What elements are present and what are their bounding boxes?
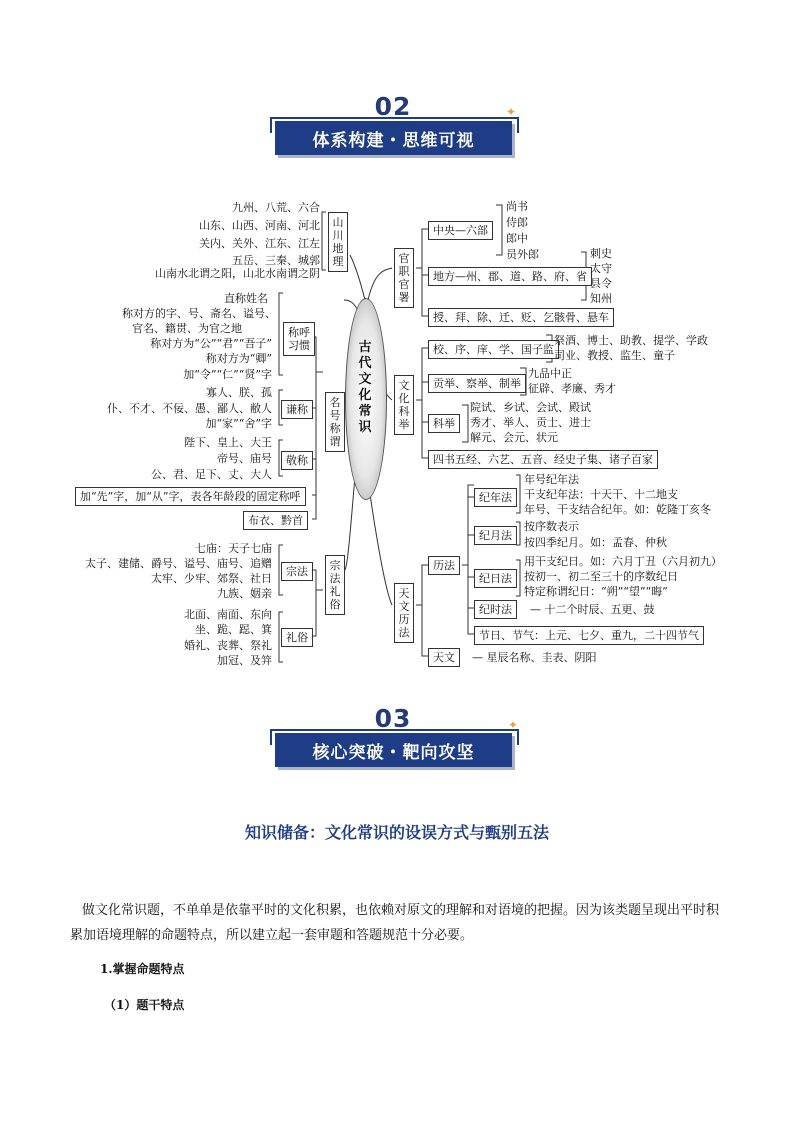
- shanchuan-item: 山东、山西、河南、河北: [199, 219, 320, 232]
- shanchuan-item: 五岳、三秦、城郭: [232, 254, 320, 267]
- zong-item: 九族、姻亲: [217, 587, 272, 600]
- ji-nian-item: 年号纪年法: [524, 473, 579, 486]
- node-ji-shi: 纪时法: [474, 600, 517, 619]
- node-minghao: 名号称谓: [325, 392, 345, 452]
- xiao-item: 司业、教授、监生、童子: [554, 349, 675, 362]
- lisu-item: 坐、跪、跽、箕: [195, 623, 272, 636]
- subheading-2: （1）题干特点: [104, 998, 185, 1012]
- zhongyang-item: 尚书: [506, 200, 528, 213]
- node-difang: 地方—州、郡、道、路、府、省: [428, 267, 592, 286]
- ji-shi-detail-text: 十二个时辰、五更、鼓: [544, 603, 655, 616]
- node-shu: 四书五经、六艺、五音、经史子集、诸子百家: [428, 450, 658, 469]
- zong-item: 七庙：天子七庙: [195, 542, 272, 555]
- node-zhongyang: 中央—六部: [428, 221, 493, 240]
- section-number: 02: [374, 92, 412, 121]
- tianwen-detail: — 星辰名称、圭表、阴阳: [472, 651, 597, 664]
- node-keju: 科举: [428, 414, 460, 433]
- node-tianwen: 天文历法: [394, 583, 414, 643]
- keju-item: 院试、乡试、会试、殿试: [470, 401, 591, 414]
- qiancheng-item: 寡人、朕、孤: [206, 386, 272, 399]
- lisu-item: 北面、南面、东向: [184, 608, 272, 621]
- node-jingcheng: 敬称: [281, 451, 313, 470]
- section-banner: 核心突破・靶向攻坚: [275, 733, 512, 767]
- node-tianwen-sub: 天文: [428, 648, 460, 667]
- ji-yue-item: 按序数表示: [524, 520, 579, 533]
- sparkle-icon: ✦: [508, 718, 519, 732]
- node-buyi: 布衣、黔首: [243, 511, 308, 530]
- qiancheng-item: 加“家”“舍”字: [205, 417, 272, 430]
- node-xiao: 校、序、庠、学、国子监: [428, 340, 559, 359]
- shanchuan-item: 山南水北谓之阳，山北水南谓之阴: [155, 267, 320, 280]
- node-zongfa: 宗法礼俗: [325, 555, 345, 615]
- zhongyang-item: 侍郎: [506, 216, 528, 229]
- gong-item: 征辟、孝廉、秀才: [528, 382, 616, 395]
- node-lifa: 历法: [428, 556, 460, 575]
- zong-item: 太牢、少牢、郊祭、社日: [151, 572, 272, 585]
- difang-item: 知州: [590, 292, 612, 305]
- ji-nian-item: 干支纪年法：十天干、十二地支: [524, 488, 678, 501]
- ji-shi-detail: — 十二个时辰、五更、鼓: [530, 603, 655, 616]
- node-lisu: 礼俗: [281, 628, 313, 647]
- jingcheng-item: 帝号、庙号: [217, 452, 272, 465]
- jingcheng-item: 陛下、皇上、大王: [184, 436, 272, 449]
- node-jieri: 节日、节气：上元、七夕、重九，二十四节气: [474, 626, 704, 645]
- node-qiancheng: 谦称: [281, 400, 313, 419]
- zhongyang-item: 郎中: [506, 232, 528, 245]
- zhongyang-item: 员外郎: [506, 248, 539, 261]
- node-shanchuan: 山川地理: [328, 212, 348, 272]
- body-paragraph: 做文化常识题，不单单是依靠平时的文化积累，也依赖对原文的理解和对语境的把握。因为该类题呈现出平时积累加语境理解的命题特点，所以建立起一套审题和答题规范十分必要。: [70, 903, 720, 943]
- difang-item: 刺史: [590, 247, 612, 260]
- node-wenhua: 文化科举: [394, 375, 414, 435]
- keju-item: 秀才、举人、贡士、进士: [470, 416, 591, 429]
- subheading-1: 1.掌握命题特点: [100, 962, 185, 976]
- ji-ri-item: 特定称谓纪日：“朔”“望”“晦”: [524, 585, 668, 598]
- lisu-item: 婚礼、丧葬、祭礼: [184, 639, 272, 652]
- node-ji-nian: 纪年法: [474, 488, 517, 507]
- gong-item: 九品中正: [528, 367, 572, 380]
- ji-ri-item: 按初一、初二至三十的序数纪日: [524, 570, 678, 583]
- chenghu-item: 直称姓名: [224, 292, 268, 305]
- chenghu-item: 称对方的字、号、斋名、谥号、: [122, 307, 276, 320]
- center-label: 古代文化常识: [358, 340, 372, 435]
- node-age-names: 加“先”字，加“从”字，表各年龄段的固定称呼: [75, 487, 306, 506]
- node-gong: 贡举、察举、制举: [428, 374, 526, 393]
- xiao-item: 祭酒、博士、助教、提学、学政: [554, 334, 708, 347]
- difang-item: 太守: [590, 262, 612, 275]
- node-change: 授、拜、除、迁、贬、乞骸骨、悬车: [428, 308, 614, 327]
- keju-item: 解元、会元、状元: [470, 431, 558, 444]
- chenghu-item: 官名、籍贯、为官之地: [132, 322, 242, 335]
- section-number: 03: [374, 704, 412, 733]
- ji-yue-item: 按四季纪月。如：孟春、仲秋: [524, 536, 667, 549]
- qiancheng-item: 仆、不才、不佞、愚、鄙人、敝人: [107, 402, 272, 415]
- node-ji-yue: 纪月法: [474, 526, 517, 545]
- ji-ri-item: 用干支纪日。如：六月丁丑（六月初九）: [524, 555, 722, 568]
- node-ji-ri: 纪日法: [474, 569, 517, 588]
- node-guanzhi: 官职官署: [394, 248, 414, 308]
- difang-item: 县令: [590, 277, 612, 290]
- zong-item: 太子、建储、爵号、谥号、庙号、追赠: [85, 557, 272, 570]
- jingcheng-item: 公、君、足下、丈、大人: [151, 468, 272, 481]
- tianwen-detail-text: 星辰名称、圭表、阴阳: [486, 651, 597, 664]
- section-banner: 体系构建・思维可视: [275, 121, 512, 155]
- lisu-item: 加冠、及笄: [217, 654, 272, 667]
- ji-nian-item: 年号、干支结合纪年。如：乾隆丁亥冬: [524, 503, 711, 516]
- chenghu-item: 加“令”“仁”“贤”字: [183, 368, 272, 381]
- knowledge-heading: 知识储备：文化常识的设误方式与甄别五法: [244, 823, 549, 842]
- chenghu-item: 称对方为“卿”: [205, 352, 272, 365]
- chenghu-item: 称对方为“公”“君”“吾子”: [150, 337, 272, 350]
- sparkle-icon: ✦: [506, 105, 517, 119]
- shanchuan-item: 关内、关外、江东、江左: [199, 237, 320, 250]
- node-chenghu: 称呼习惯: [283, 322, 315, 356]
- shanchuan-item: 九州、八荒、六合: [232, 201, 320, 214]
- node-zong: 宗法: [281, 562, 313, 581]
